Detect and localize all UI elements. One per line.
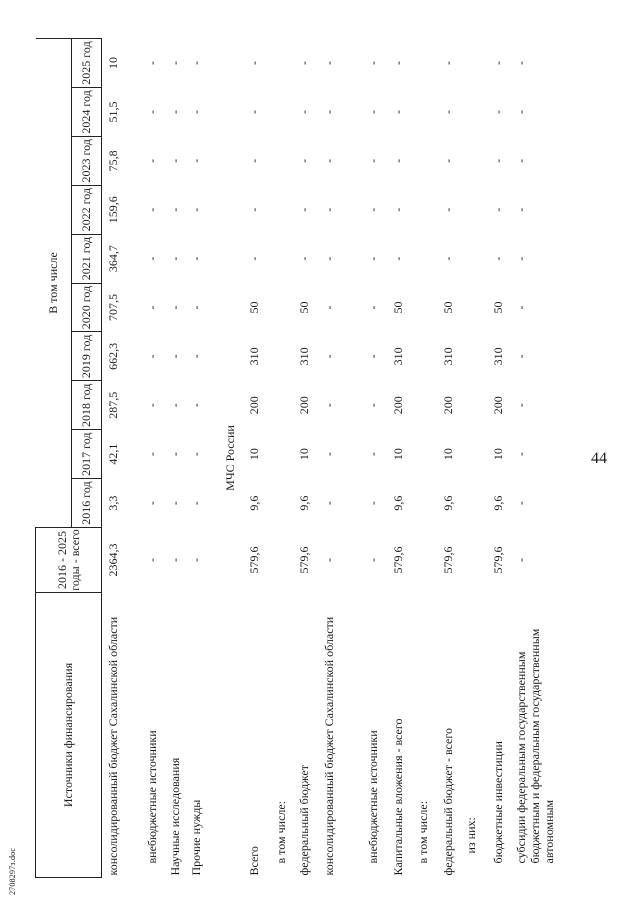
cell-year-2017: - xyxy=(365,452,380,457)
row-label: Научные исследования xyxy=(168,757,183,876)
cell-year-2025: - xyxy=(297,61,312,65)
cell-total: - xyxy=(188,558,203,562)
cell-year-2018: 200 xyxy=(247,396,262,415)
cell-year-2017: - xyxy=(188,452,203,457)
cell-year-2020 xyxy=(460,283,487,332)
header-year-2020: 2020 год xyxy=(72,283,102,332)
cell-year-2018: 200 xyxy=(390,396,405,415)
cell-year-2024 xyxy=(460,87,487,136)
cell-year-2025: - xyxy=(322,61,337,65)
cell-year-2025 xyxy=(270,39,293,88)
cell-year-2025: 10 xyxy=(106,57,120,69)
cell-year-2019: - xyxy=(188,354,203,359)
row-label: федеральный бюджет - всего xyxy=(440,728,455,876)
cell-year-2016: 9,6 xyxy=(390,495,405,511)
table-row xyxy=(293,39,318,878)
table-row xyxy=(318,39,362,878)
cell-year-2025 xyxy=(460,39,487,88)
cell-total: 579,6 xyxy=(247,546,262,574)
cell-year-2025: - xyxy=(188,61,203,65)
cell-total: - xyxy=(365,558,380,562)
cell-year-2024: - xyxy=(188,109,203,114)
cell-year-2024 xyxy=(412,87,437,136)
cell-year-2017: - xyxy=(168,452,183,457)
cell-year-2022: - xyxy=(247,207,262,212)
cell-year-2025: - xyxy=(365,61,380,65)
cell-year-2024: - xyxy=(168,109,183,114)
cell-year-2020 xyxy=(270,283,293,332)
cell-year-2017: 10 xyxy=(297,448,312,461)
cell-year-2019: - xyxy=(145,354,160,359)
cell-year-2017 xyxy=(412,430,437,479)
cell-year-2024: - xyxy=(490,109,505,114)
cell-year-2021: - xyxy=(145,256,160,261)
cell-year-2019: 310 xyxy=(247,347,262,366)
row-label: субсидии федеральным государственным бюджетным и федеральным государственным автономным xyxy=(513,628,556,864)
cell-year-2025: - xyxy=(390,61,405,65)
cell-year-2018: 200 xyxy=(440,396,455,415)
cell-year-2021: - xyxy=(188,256,203,261)
cell-year-2023: 75,8 xyxy=(106,150,120,172)
document-code: 2708297з.doc xyxy=(8,847,17,895)
cell-year-2022: - xyxy=(168,207,183,212)
cell-year-2022: - xyxy=(490,207,505,212)
cell-year-2022: - xyxy=(513,207,528,212)
cell-year-2024: - xyxy=(513,109,528,114)
cell-year-2022: - xyxy=(145,207,160,212)
cell-year-2017: - xyxy=(322,452,337,457)
cell-year-2018 xyxy=(412,381,437,430)
cell-total: 579,6 xyxy=(297,546,312,574)
cell-year-2018: - xyxy=(188,403,203,408)
cell-year-2019: - xyxy=(513,354,528,359)
financing-table xyxy=(35,38,610,878)
cell-year-2019: - xyxy=(168,354,183,359)
table-row xyxy=(437,39,460,878)
cell-year-2020: 707,5 xyxy=(106,294,120,321)
cell-year-2018 xyxy=(270,381,293,430)
cell-year-2019: 310 xyxy=(440,347,455,366)
row-label: в том числе: xyxy=(274,800,289,864)
cell-year-2018: - xyxy=(365,403,380,408)
cell-year-2016: - xyxy=(188,501,203,506)
cell-year-2021: - xyxy=(365,256,380,261)
cell-year-2020 xyxy=(412,283,437,332)
cell-year-2016: 9,6 xyxy=(440,495,455,511)
cell-year-2024: - xyxy=(247,109,262,114)
table-row xyxy=(510,39,610,878)
cell-year-2023: - xyxy=(513,158,528,163)
cell-year-2023 xyxy=(270,136,293,185)
table-row xyxy=(362,39,387,878)
cell-year-2022: 159,6 xyxy=(106,196,120,224)
cell-year-2023 xyxy=(412,136,437,185)
cell-year-2018: 287,5 xyxy=(106,391,120,419)
cell-year-2016: - xyxy=(365,501,380,506)
cell-total: 579,6 xyxy=(490,546,505,574)
cell-year-2020: - xyxy=(322,305,337,310)
cell-year-2020: - xyxy=(145,305,160,310)
cell-year-2023 xyxy=(460,136,487,185)
cell-year-2024 xyxy=(270,87,293,136)
cell-year-2020: 50 xyxy=(440,301,455,314)
header-year-2021: 2021 год xyxy=(72,234,102,283)
header-year-2016: 2016 год xyxy=(72,479,102,528)
table-row xyxy=(412,39,437,878)
cell-year-2016: - xyxy=(168,501,183,506)
section-title: МЧС России xyxy=(223,425,238,491)
cell-year-2024: - xyxy=(390,109,405,114)
cell-year-2021: - xyxy=(513,256,528,261)
row-label: Капитальные вложения - всего xyxy=(390,718,405,876)
header-total: 2016 - 2025 годы - всего xyxy=(36,528,102,593)
cell-year-2020: - xyxy=(513,305,528,310)
cell-year-2022 xyxy=(270,185,293,234)
cell-year-2016: - xyxy=(322,501,337,506)
cell-year-2020: - xyxy=(188,305,203,310)
cell-total: 579,6 xyxy=(440,546,455,574)
header-year-2018: 2018 год xyxy=(72,381,102,430)
header-year-2017: 2017 год xyxy=(72,430,102,479)
cell-year-2018: - xyxy=(168,403,183,408)
cell-year-2019: 662,3 xyxy=(106,342,120,370)
header-source: Источники финансирования xyxy=(36,593,102,878)
section-row xyxy=(220,39,243,878)
cell-year-2021: - xyxy=(297,256,312,261)
table-row xyxy=(487,39,510,878)
cell-year-2022: - xyxy=(390,207,405,212)
cell-year-2021: - xyxy=(247,256,262,261)
cell-year-2017: 10 xyxy=(440,448,455,461)
cell-year-2020: - xyxy=(168,305,183,310)
cell-year-2018: - xyxy=(145,403,160,408)
cell-year-2024: - xyxy=(440,109,455,114)
cell-year-2023: - xyxy=(440,158,455,163)
cell-year-2022: - xyxy=(297,207,312,212)
header-year-2024: 2024 год xyxy=(72,87,102,136)
row-label: внебюджетные источники xyxy=(365,730,380,864)
table-row xyxy=(102,39,142,878)
cell-total: - xyxy=(168,558,183,562)
cell-year-2017: 10 xyxy=(490,448,505,461)
cell-year-2019: 310 xyxy=(297,347,312,366)
cell-year-2019: 310 xyxy=(490,347,505,366)
cell-year-2021: - xyxy=(322,256,337,261)
cell-year-2021: - xyxy=(440,256,455,261)
cell-year-2019 xyxy=(412,332,437,381)
cell-year-2024: - xyxy=(322,109,337,114)
cell-year-2016 xyxy=(412,479,437,528)
cell-year-2021 xyxy=(270,234,293,283)
cell-year-2025: - xyxy=(247,61,262,65)
cell-year-2016: - xyxy=(513,501,528,506)
row-label: в том числе: xyxy=(415,800,430,864)
cell-year-2022 xyxy=(412,185,437,234)
header-year-2025: 2025 год xyxy=(72,39,102,88)
cell-total xyxy=(270,528,293,593)
cell-year-2025: - xyxy=(490,61,505,65)
cell-year-2016: 3,3 xyxy=(106,495,120,511)
cell-year-2019 xyxy=(270,332,293,381)
cell-year-2016: 9,6 xyxy=(297,495,312,511)
cell-year-2017 xyxy=(270,430,293,479)
cell-total xyxy=(460,528,487,593)
cell-year-2020: 50 xyxy=(247,301,262,314)
cell-year-2023: - xyxy=(188,158,203,163)
cell-year-2019: 310 xyxy=(390,347,405,366)
header-in-that: В том числе xyxy=(36,39,72,528)
cell-year-2021: - xyxy=(490,256,505,261)
cell-year-2020: 50 xyxy=(390,301,405,314)
cell-year-2017: 42,1 xyxy=(106,443,120,465)
row-label: консолидированный бюджет Сахалинской области xyxy=(322,616,337,876)
cell-year-2016 xyxy=(460,479,487,528)
table-row xyxy=(185,39,220,878)
cell-year-2017: 10 xyxy=(390,448,405,461)
cell-year-2020: - xyxy=(365,305,380,310)
cell-year-2021: - xyxy=(390,256,405,261)
cell-year-2016: - xyxy=(145,501,160,506)
header-year-2019: 2019 год xyxy=(72,332,102,381)
table-row xyxy=(141,39,164,878)
cell-year-2023: - xyxy=(490,158,505,163)
table-row xyxy=(164,39,185,878)
row-label: бюджетные инвестиции xyxy=(490,741,505,864)
cell-year-2021 xyxy=(460,234,487,283)
cell-year-2021: 364,7 xyxy=(106,245,120,273)
cell-year-2023: - xyxy=(365,158,380,163)
cell-year-2025 xyxy=(412,39,437,88)
cell-year-2017: 10 xyxy=(247,448,262,461)
cell-year-2022: - xyxy=(322,207,337,212)
cell-total: 579,6 xyxy=(390,546,405,574)
cell-year-2020: 50 xyxy=(490,301,505,314)
cell-year-2021 xyxy=(412,234,437,283)
cell-year-2021: - xyxy=(168,256,183,261)
cell-total: - xyxy=(145,558,160,562)
cell-year-2022: - xyxy=(188,207,203,212)
cell-year-2024: - xyxy=(365,109,380,114)
cell-year-2018: - xyxy=(322,403,337,408)
cell-total: 2364,3 xyxy=(106,543,120,577)
cell-year-2017: - xyxy=(145,452,160,457)
table-row xyxy=(460,39,487,878)
cell-year-2025: - xyxy=(513,61,528,65)
table-row xyxy=(270,39,293,878)
cell-year-2016 xyxy=(270,479,293,528)
cell-year-2019 xyxy=(460,332,487,381)
cell-year-2018: - xyxy=(513,403,528,408)
cell-year-2018 xyxy=(460,381,487,430)
row-label: из них: xyxy=(463,817,478,854)
row-label: Прочие нужды xyxy=(188,799,203,876)
cell-year-2024: - xyxy=(145,109,160,114)
cell-year-2017 xyxy=(460,430,487,479)
cell-year-2024: - xyxy=(297,109,312,114)
cell-year-2022: - xyxy=(365,207,380,212)
page-number: 44 xyxy=(591,450,607,467)
table-row xyxy=(387,39,412,878)
row-label: федеральный бюджет xyxy=(297,765,312,876)
row-label: внебюджетные источники xyxy=(145,730,160,864)
cell-year-2025: - xyxy=(168,61,183,65)
cell-total xyxy=(412,528,437,593)
cell-year-2023: - xyxy=(145,158,160,163)
cell-total: - xyxy=(322,558,337,562)
row-label: консолидированный бюджет Сахалинской области xyxy=(106,616,120,876)
cell-year-2023: - xyxy=(168,158,183,163)
cell-year-2019: - xyxy=(365,354,380,359)
cell-year-2018: 200 xyxy=(490,396,505,415)
cell-year-2019: - xyxy=(322,354,337,359)
row-label: Всего xyxy=(247,846,262,876)
cell-year-2022 xyxy=(460,185,487,234)
cell-year-2025: - xyxy=(145,61,160,65)
cell-year-2022: - xyxy=(440,207,455,212)
cell-year-2018: 200 xyxy=(297,396,312,415)
cell-year-2025: - xyxy=(440,61,455,65)
cell-year-2023: - xyxy=(247,158,262,163)
header-year-2023: 2023 год xyxy=(72,136,102,185)
cell-total: - xyxy=(513,558,528,562)
cell-year-2016: 9,6 xyxy=(247,495,262,511)
cell-year-2023: - xyxy=(390,158,405,163)
cell-year-2024: 51,5 xyxy=(106,101,120,123)
header-year-2022: 2022 год xyxy=(72,185,102,234)
table-row xyxy=(243,39,270,878)
cell-year-2016: 9,6 xyxy=(490,495,505,511)
cell-year-2017: - xyxy=(513,452,528,457)
cell-year-2023: - xyxy=(322,158,337,163)
cell-year-2023: - xyxy=(297,158,312,163)
cell-year-2020: 50 xyxy=(297,301,312,314)
